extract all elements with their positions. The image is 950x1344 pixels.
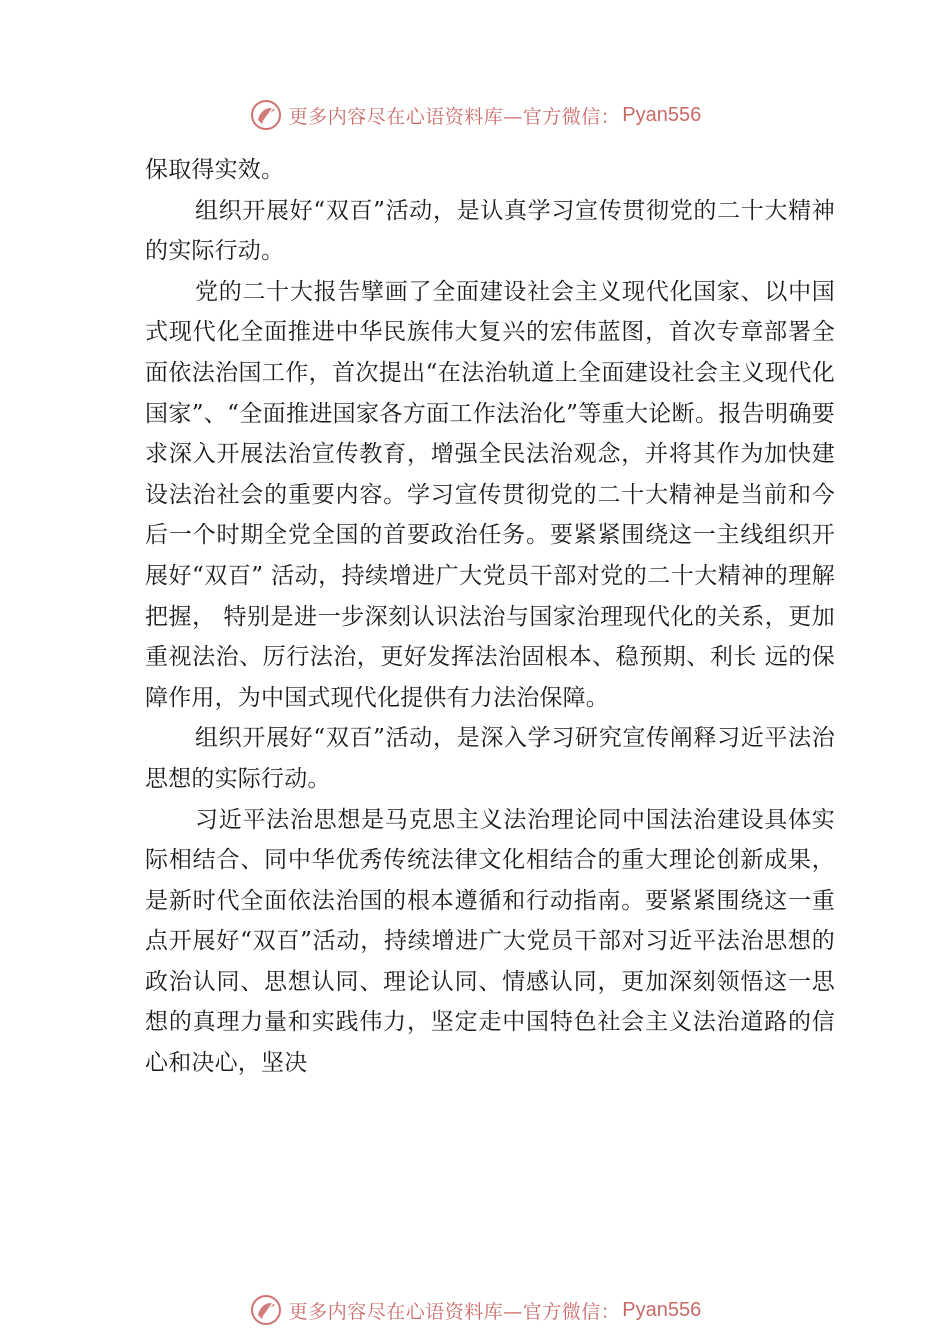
document-body [145, 150, 835, 1084]
watermark-id: Pyan556 [622, 1298, 702, 1321]
paragraph: 组织开展好“双百”活动，是认真学习宣传贯彻党的二十大精神的实际行动。 [145, 197, 835, 265]
footer-watermark [0, 1290, 950, 1330]
paragraph: 党的二十大报告擘画了全面建设社会主义现代化国家、以中国式现代化全面推进中华民族伟大复兴的宏伟蓝图，首次专章部署全面依法治国工作，首次提出“在法治轨道上全面建设社会主义现代化国家”、“全面推进国家各方面工作法治化”等重大论断。报告明确要求深入开展法治宣传教育，增强全民法治观念，并将其作为加快建设法治社会的重要内容。学习宣传贯彻党的二十大精神是当前和今后一个时期全党全国的首要政治任务。要紧紧围绕这一主线组织开展好“双百” 活动，持续增进广大党员干部对党的二十大精神的理解把握， 特别是进一步深刻认识法治与国家治理现代化的关系，更加 重视法治、厉行法治，更好发挥法治固根本、稳预期、利长 远的保障作用，为中国式现代化提供有力法治保障。 [145, 278, 835, 711]
header-watermark [0, 95, 950, 135]
watermark-logo-icon [249, 98, 283, 132]
paragraph: 习近平法治思想是马克思主义法治理论同中国法治建设具体实际相结合、同中华优秀传统法律文化相结合的重大理论创新成果，是新时代全面依法治国的根本遵循和行动指南。要紧紧围绕这一重点开展好“双百”活动，持续增进广大党员干部对习近平法治思想的政治认同、思想认同、理论认同、情感认同，更加深刻领悟这一思想的真理力量和实践伟力，坚定走中国特色社会主义法治道路的信心和决心，坚决 [145, 806, 835, 1077]
paragraph: 组织开展好“双百”活动，是深入学习研究宣传阐释习近平法治思想的实际行动。 [145, 725, 835, 792]
watermark-text: 更多内容尽在心语资料库—官方微信： [288, 1300, 621, 1323]
watermark-text: 更多内容尽在心语资料库—官方微信： [288, 105, 621, 128]
watermark-id: Pyan556 [622, 103, 702, 126]
watermark-logo-icon [249, 1293, 283, 1327]
paragraph: 保取得实效。 [145, 157, 285, 183]
